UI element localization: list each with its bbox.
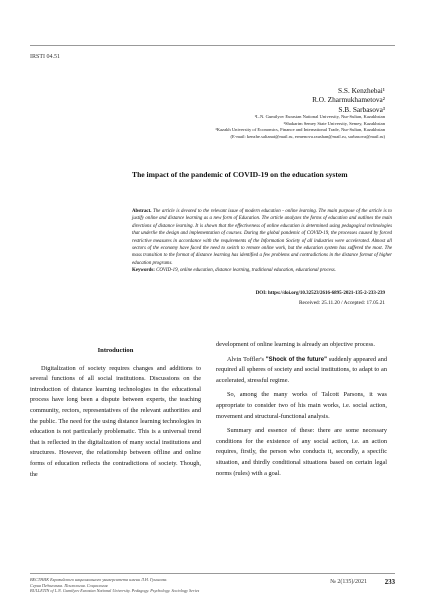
left-column (30, 346, 201, 480)
affiliation-1: ¹L.N. Gumilyov Eurasian National University, Nur-Sultan, Kazakhstan (254, 114, 385, 119)
doi-link[interactable]: DOI: https://doi.org/10.32523/2616-6895-2021-135-2-233-239 (255, 291, 385, 296)
irsti-code: IRSTI 04.51 (30, 54, 60, 60)
footer-line-2: Серия Педагогика. Психология. Социология (30, 582, 108, 588)
right-paragraph-1: development of online learning is already an objective process. (216, 341, 375, 348)
toffler-post: suddenly appeared and required all spheres of society and social institutions, to adapt to an accelerated, stressful regime. (216, 355, 388, 384)
affiliations-block (215, 114, 385, 140)
author-2: R.O. Zharmukhametova² (312, 95, 385, 105)
keywords-text: COVID-19, online education, distance learning, traditional education, educational process. (156, 268, 336, 274)
toffler-pre: Alvin Toffler's (227, 355, 266, 363)
abstract-text: The article is devoted to the relevant issue of modern education - online learning. The main purpose of the article is to justify online and distance learning as a new form of Education. The article analyzes the forms of education and outlines the main directions of distance learning. It is shown that the effectiveness of online education is determined using pedagogical technologies that underlie the design and implementation of courses. During the global pandemic of COVID-19, the processes caused by forced restrictive measures in accordance with the requirements of the Information Society of all industries were accelerated. Almost all sectors of the economy have faced the need to switch to remote online work, but the education system has suffered the most. The mass transition to the format of distance learning has identified a few problems and contradictions in the distance format of higher education programs. (132, 209, 392, 266)
article-title: The impact of the pandemic of COVID-19 on the education system (132, 170, 348, 179)
footer-line-3: BULLETIN of L.N. Gumilyov Eurasian National University. Pedagogy. Psychology. Sociology Series (30, 588, 200, 593)
page-number: 233 (384, 579, 395, 586)
toffler-quote: "Shock of the future" (265, 356, 327, 363)
right-column (216, 340, 387, 479)
right-paragraph-3: So, among the many works of Talcott Parsons, it was appropriate to consider two of his main works, i.e. social action, movement and structural-functional analysis. (216, 391, 387, 420)
right-paragraph-4: Summary and essence of these: there are some necessary conditions for the existence of any social action, i.e. an action requires, firstly, the person who conducts it, secondly, a specific situation, and thirdly conditional situations based on certain legal norms (rules) with a goal. (216, 427, 387, 477)
keywords-label: Keywords: (132, 268, 155, 274)
footer-line-1: ВЕСТНИК Евразийского национального университета имени Л.Н. Гумилева. (30, 577, 168, 582)
author-1: S.S. Kenzhebai¹ (338, 86, 385, 95)
authors-block (312, 86, 385, 114)
top-rule (30, 45, 395, 46)
intro-paragraph-1: Digitalization of society requires changes and additions to several functions of all social institutions. Discussions on the introduction of distance learning technologies in the educational process have long been a dispute between experts, the teaching community, rectors, representatives of the relevant authorities and the public. The need for the using distance learning technologies in education is not particularly problematic. This is a universal trend that is reflected in the digitalization of many social institutions and structures. However, the relationship between offline and online forms of education reflects the contradictions of society. Though, the (30, 364, 201, 478)
issue-number: № 2(135)/2021 (330, 579, 367, 585)
affiliation-2: ²Shakarim Semey State University, Semey, Kazakhstan (283, 120, 385, 126)
affiliation-3: ³Kazakh University of Economics, Finance and International Trade, Nur-Sultan, Kazakhstan (215, 127, 385, 132)
right-paragraph-2 (216, 355, 387, 387)
abstract (132, 208, 392, 275)
abstract-label: Abstract. (132, 209, 152, 214)
affiliation-emails: (E-mail: kenzhe.saltanat@mail.ru, ermenova.raushan@mail.ru, sarbasova@mail.ru) (230, 133, 385, 139)
footer-rule (30, 573, 395, 574)
introduction-heading: Introduction (97, 347, 134, 354)
received-dates: Received: 25.11.20 / Accepted: 17.05.21 (298, 300, 385, 306)
author-3: S.B. Sarbasova³ (338, 104, 385, 114)
